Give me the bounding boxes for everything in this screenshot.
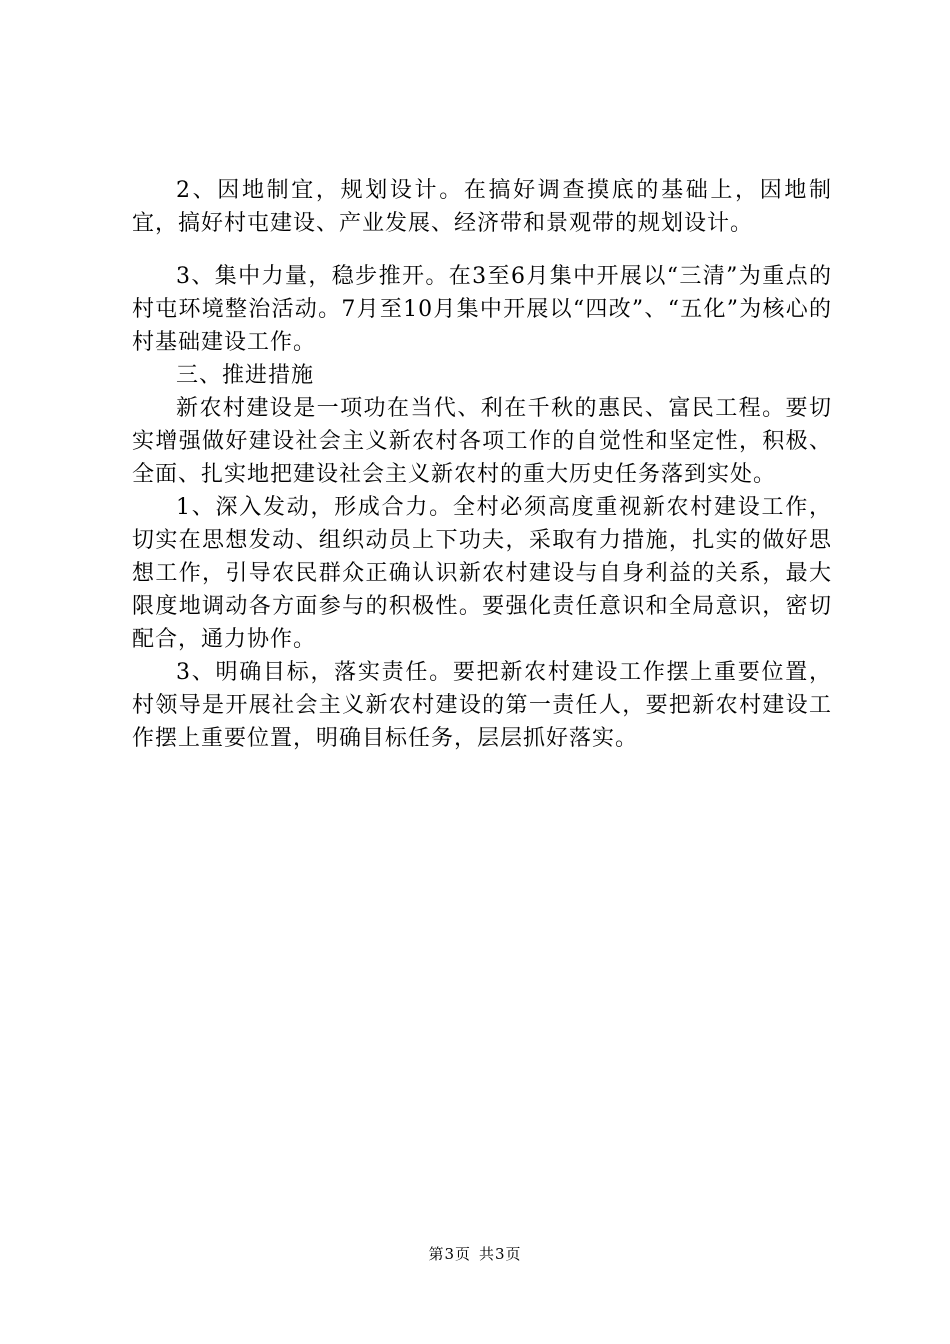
paragraph-mobilization: 1、深入发动，形成合力。全村必须高度重视新农村建设工作，切实在思想发动、组织动员上下功夫，采取有力措施，扎实的做好思想工作，引导农民群众正确认识新农村建设与自身利益的关系，最大限度地调动各方面参与的积极性。要强化责任意识和全局意识，密切配合，通力协作。 (132, 495, 832, 652)
page-number: 第3页 (428, 1245, 471, 1263)
paragraph-measures-intro: 新农村建设是一项功在当代、利在千秋的惠民、富民工程。要切实增强做好建设社会主义新农村各项工作的自觉性和坚定性，积极、全面、扎实地把建设社会主义新农村的重大历史任务落到实处。 (132, 396, 832, 487)
paragraph-responsibility: 3、明确目标，落实责任。要把新农村建设工作摆上重要位置，村领导是开展社会主义新农村建设的第一责任人，要把新农村建设工作摆上重要位置，明确目标任务，层层抓好落实。 (132, 660, 832, 751)
paragraph-concentrated-effort: 3、集中力量，稳步推开。在3至6月集中开展以“三清”为重点的村屯环境整治活动。7月至10月集中开展以“四改”、“五化”为核心的村基础建设工作。 (132, 264, 832, 355)
paragraph-spacer (132, 240, 832, 260)
document-body (132, 174, 832, 755)
page-total: 共3页 (479, 1245, 522, 1263)
section-heading-measures: 三、推进措施 (176, 363, 315, 388)
paragraph-planning-design: 2、因地制宜，规划设计。在搞好调查摸底的基础上，因地制宜，搞好村屯建设、产业发展、经济带和景观带的规划设计。 (132, 178, 832, 236)
page-footer (0, 1244, 950, 1264)
